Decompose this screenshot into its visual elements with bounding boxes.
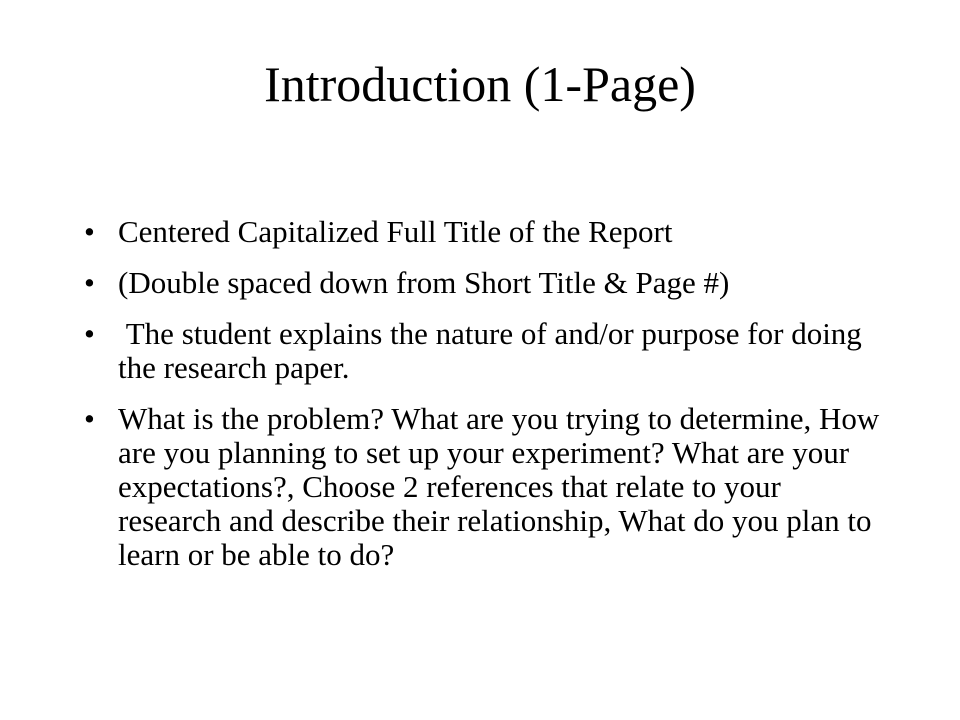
bullet-text: Centered Capitalized Full Title of the Report [118,214,673,249]
bullet-item [84,317,884,385]
bullet-dot-icon: • [84,214,95,249]
bullet-item [84,266,884,300]
bullet-dot-icon: • [84,316,95,351]
bullet-text: (Double spaced down from Short Title & Page #) [118,265,730,300]
bullet-dot-icon: • [84,265,95,300]
bullet-dot-icon: • [84,401,95,436]
bullet-text: The student explains the nature of and/or purpose for doing the research paper. [118,316,870,385]
bullet-item [84,401,888,572]
bullet-text: What is the problem? What are you trying to determine, How are you planning to set up your experiment? What are your expectations?, Choose 2 references that relate to your research and describe their relationship, What do you plan to learn or be able to do? [118,401,888,572]
slide-title: Introduction (1-Page) [264,56,696,112]
bullet-list [84,214,888,589]
bullet-item [84,215,884,249]
